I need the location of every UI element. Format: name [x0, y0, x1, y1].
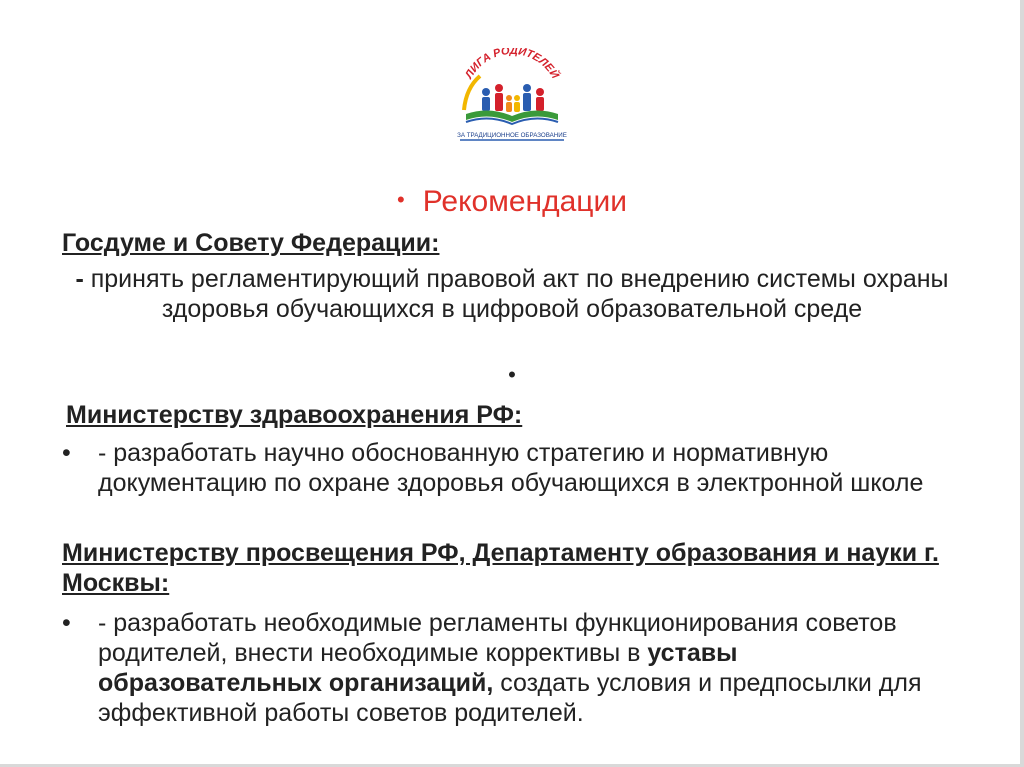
heading-bullet: • — [397, 187, 405, 212]
section1-title: Госдуме и Совету Федерации: — [62, 229, 440, 257]
section1-item-text: принять регламентирующий правовой акт по внедрению системы охраны здоровья обучающихся в цифровой образовательной среде — [83, 265, 949, 323]
logo-arc-text: ЛИГА РОДИТЕЛЕЙ — [463, 48, 561, 81]
section3-item-part2: создать условия и предпосылки для эффективной работы советов родителей. — [98, 669, 922, 727]
section3-item-text — [98, 608, 962, 728]
people-figures-icon — [482, 84, 544, 112]
logo-tagline: ЗА ТРАДИЦИОННОЕ ОБРАЗОВАНИЕ — [457, 132, 567, 139]
section2-item — [62, 438, 962, 498]
slide-heading — [0, 180, 1024, 222]
section2-item-text: - разработать научно обоснованную стратегию и нормативную документацию по охране здоровья обучающихся в электронной школе — [98, 439, 924, 497]
section2-bullet: • — [62, 439, 71, 467]
heading-text: Рекомендации — [422, 185, 627, 218]
section3-item-part1: - разработать необходимые регламенты функционирования советов родителей, внести необходимые коррективы в — [98, 609, 897, 667]
logo-graphic — [452, 48, 572, 146]
section3-item — [62, 608, 962, 728]
section1-item — [40, 264, 984, 324]
liga-roditeley-logo — [452, 48, 572, 146]
section1-trailing-bullet: • — [508, 362, 516, 387]
open-book-icon — [466, 110, 558, 124]
section3-bullet: • — [62, 609, 71, 637]
section3-title: Министерству просвещения РФ, Департаменту образования и науки г. Москвы: — [62, 539, 939, 597]
section3-item-bold: уставы образовательных организаций, — [98, 639, 738, 697]
section2-title: Министерству здравоохранения РФ: — [66, 401, 523, 429]
section1-item-dash: - — [75, 265, 84, 293]
